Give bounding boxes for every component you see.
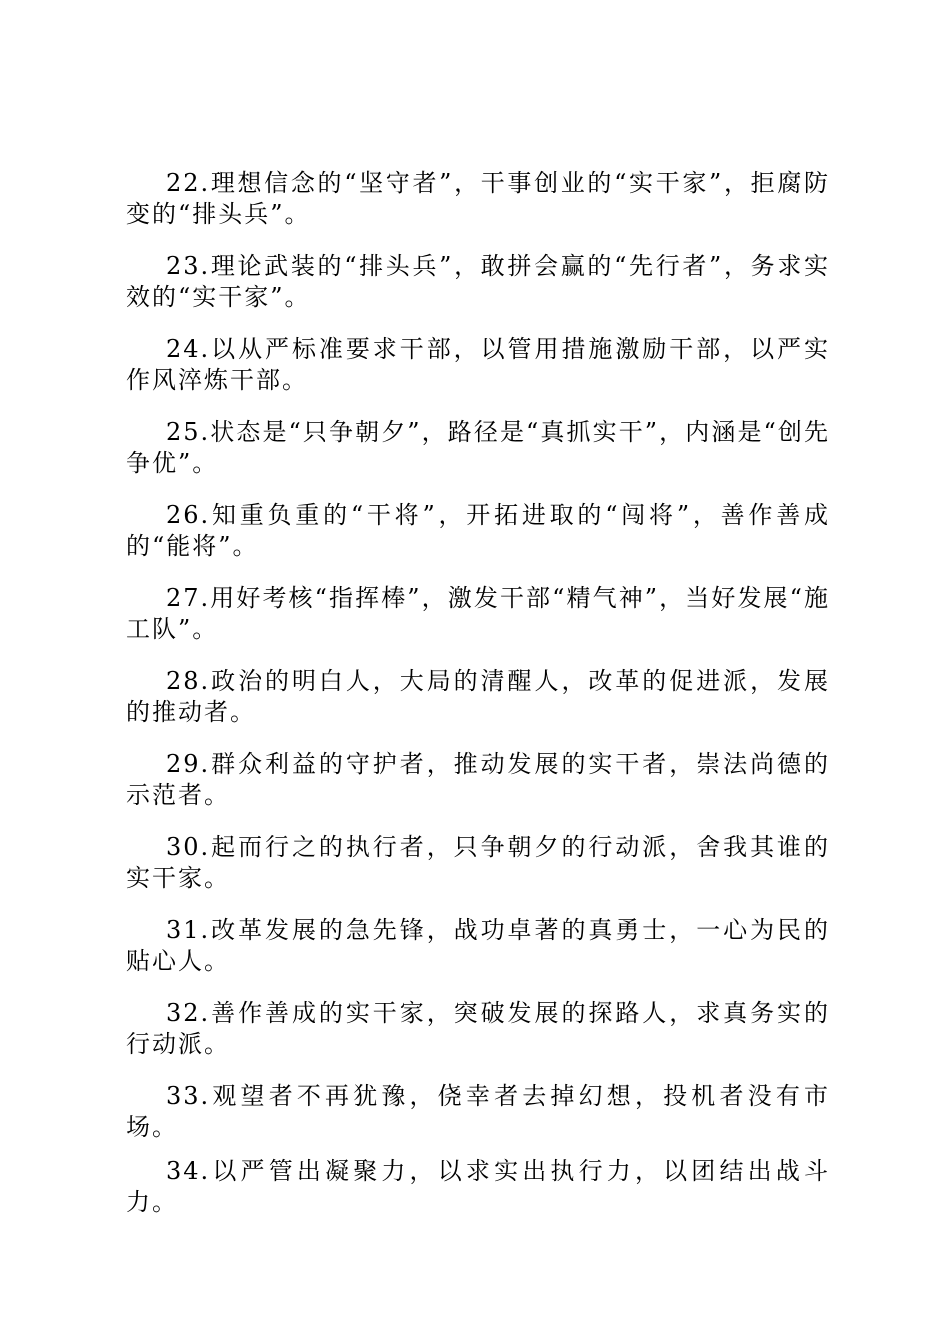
paragraph-24: 24.以从严标准要求干部，以管用措施激励干部，以严实作风淬炼干部。 — [126, 335, 830, 394]
document-body — [126, 168, 830, 1231]
paragraph-33: 33.观望者不再犹豫，侥幸者去掉幻想，投机者没有市场。 — [126, 1082, 830, 1141]
paragraph-30: 30.起而行之的执行者，只争朝夕的行动派，舍我其谁的实干家。 — [126, 833, 830, 892]
paragraph-28: 28.政治的明白人，大局的清醒人，改革的促进派，发展的推动者。 — [126, 667, 830, 726]
paragraph-34: 34.以严管出凝聚力，以求实出执行力，以团结出战斗力。 — [126, 1157, 830, 1216]
paragraph-22: 22.理想信念的“坚守者”，干事创业的“实干家”，拒腐防变的“排头兵”。 — [126, 169, 830, 228]
paragraph-29: 29.群众利益的守护者，推动发展的实干者，崇法尚德的示范者。 — [126, 750, 830, 809]
paragraph-26: 26.知重负重的“干将”，开拓进取的“闯将”，善作善成的“能将”。 — [126, 501, 830, 560]
paragraph-32: 32.善作善成的实干家，突破发展的探路人，求真务实的行动派。 — [126, 999, 830, 1058]
paragraph-25: 25.状态是“只争朝夕”，路径是“真抓实干”，内涵是“创先争优”。 — [126, 418, 830, 477]
paragraph-31: 31.改革发展的急先锋，战功卓著的真勇士，一心为民的贴心人。 — [126, 916, 830, 975]
paragraph-27: 27.用好考核“指挥棒”，激发干部“精气神”，当好发展“施工队”。 — [126, 584, 830, 643]
paragraph-23: 23.理论武装的“排头兵”，敢拼会赢的“先行者”，务求实效的“实干家”。 — [126, 252, 830, 311]
